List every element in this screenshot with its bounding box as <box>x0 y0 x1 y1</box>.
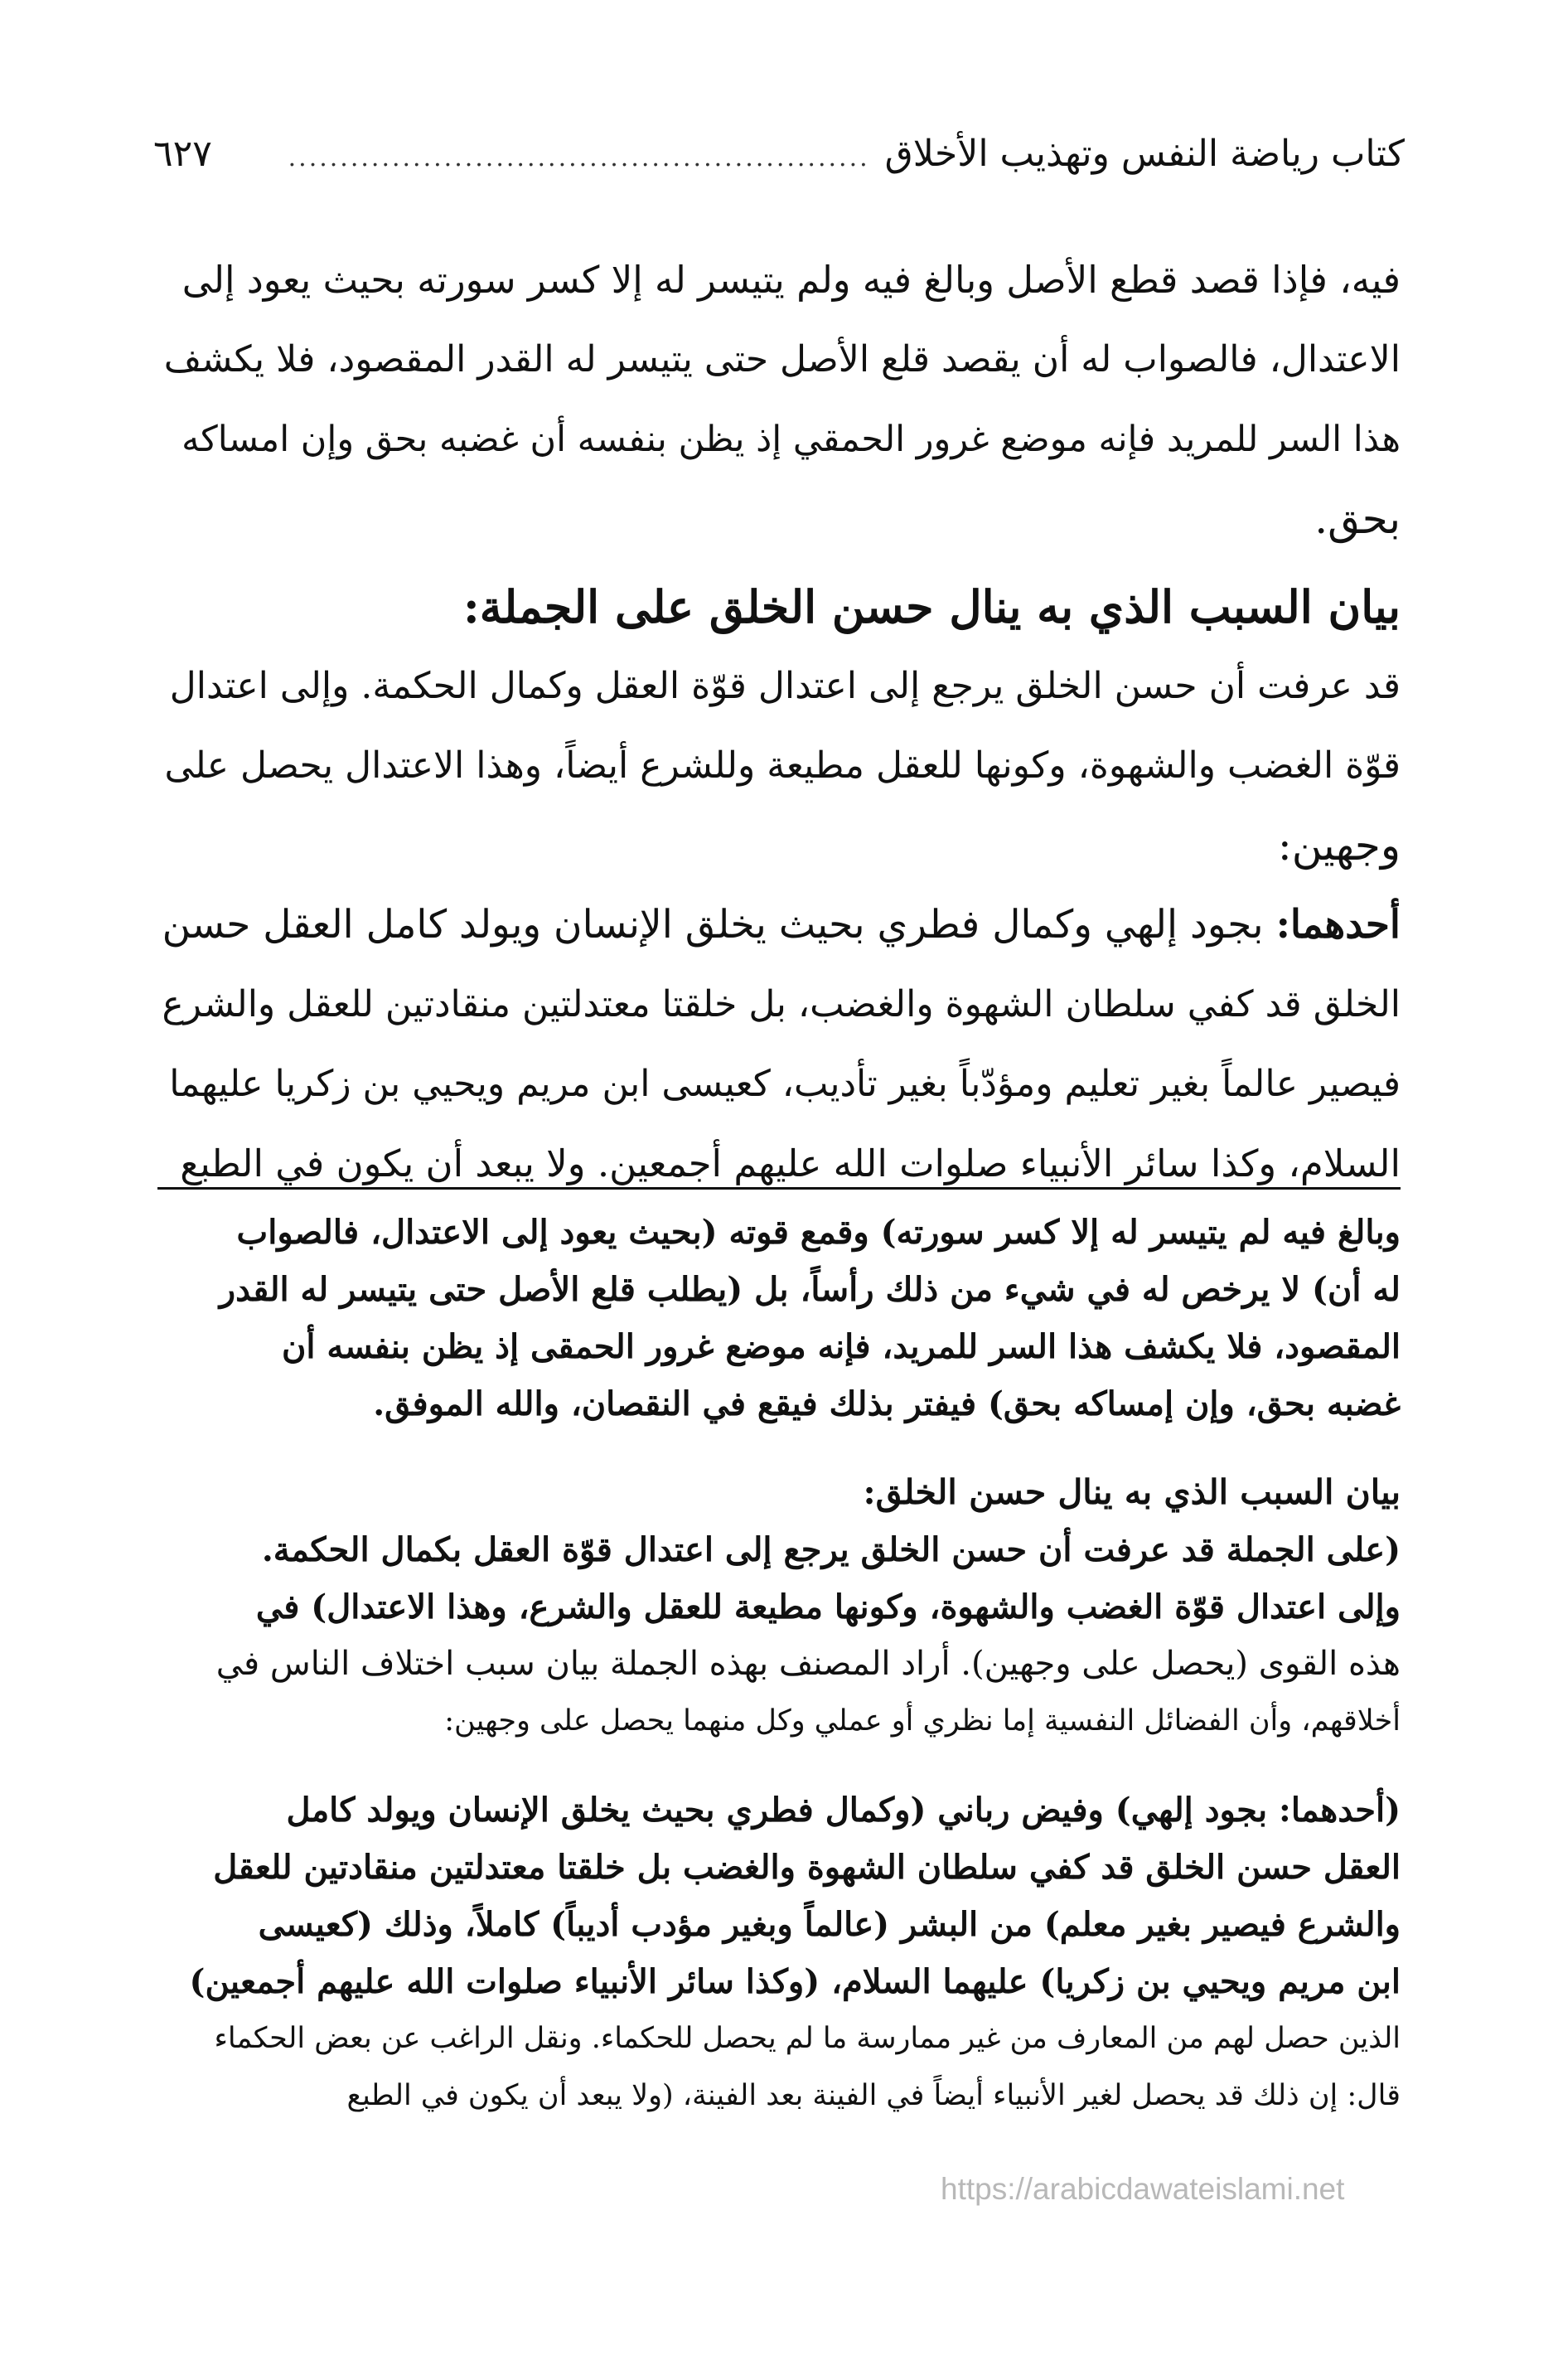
main-line: بحق. <box>1314 495 1401 543</box>
commentary-line: غضبه بحق، وإن إمساكه بحق) فيفتر بذلك فيقع في النقصان، والله الموفق. <box>373 1384 1401 1423</box>
commentary-line: وبالغ فيه لم يتيسر له إلا كسر سورته) وقمع قوته (بحيث يعود إلى الاعتدال، فالصواب <box>236 1213 1401 1252</box>
commentary-line: له أن) لا يرخص له في شيء من ذلك رأساً، بل (يطلب قلع الأصل حتى يتيسر له القدر <box>219 1270 1401 1309</box>
main-line: الاعتدال، فالصواب له أن يقصد قلع الأصل حتى يتيسر له القدر المقصود، فلا يكشف <box>163 338 1401 381</box>
commentary-line: (أحدهما: بجود إلهي) وفيض رباني (وكمال فطري بحيث يخلق الإنسان ويولد كامل <box>286 1791 1401 1830</box>
commentary-line: وإلى اعتدال قوّة الغضب والشهوة، وكونها مطيعة للعقل والشرع، وهذا الاعتدال) في <box>255 1587 1401 1626</box>
commentary-line: المقصود، فلا يكشف هذا السر للمريد، فإنه موضع غرور الحمقى إذ يظن بنفسه أن <box>281 1327 1401 1366</box>
watermark-url: https://arabicdawateislami.net <box>941 2172 1345 2206</box>
lead-word: أحدهما: <box>1275 902 1401 948</box>
commentary-text <box>157 1204 1401 2125</box>
commentary-line: والشرع فيصير بغير معلم) من البشر (عالماً وبغير مؤدب أديباً) كاملاً، وذلك (كعيسى <box>258 1905 1401 1944</box>
main-line: السلام، وكذا سائر الأنبياء صلوات الله عليهم أجمعين. ولا يبعد أن يكون في الطبع <box>180 1142 1401 1185</box>
main-line: وجهين: <box>1277 822 1401 870</box>
main-line: هذا السر للمريد فإنه موضع غرور الحمقي إذ يظن بنفسه أن غضبه بحق وإن امساكه <box>181 419 1401 460</box>
main-line: قد عرفت أن حسن الخلق يرجع إلى اعتدال قوّة العقل وكمال الحكمة. وإلى اعتدال <box>169 665 1401 707</box>
commentary-line: الذين حصل لهم من المعارف من غير ممارسة ما لم يحصل للحكماء. ونقل الراغب عن بعض الحكماء <box>214 2022 1401 2055</box>
commentary-line: أخلاقهم، وأن الفضائل النفسية إما نظري أو عملي وكل منهما يحصل على وجهين: <box>444 1704 1401 1738</box>
main-line: قوّة الغضب والشهوة، وكونها للعقل مطيعة وللشرع أيضاً، وهذا الاعتدال يحصل على <box>164 744 1401 787</box>
main-line: فيصير عالماً بغير تعليم ومؤدّباً بغير تأديب، كعيسى ابن مريم ويحيي بن زكريا عليهما <box>169 1063 1401 1105</box>
commentary-line: قال: إن ذلك قد يحصل لغير الأنبياء أيضاً في الفينة بعد الفينة، (ولا يبعد أن يكون في الطبع <box>346 2079 1401 2112</box>
running-header <box>153 133 1405 191</box>
separator-rule <box>157 1187 1401 1190</box>
header-leader-dots: ........................................................ <box>288 143 870 172</box>
header-title: كتاب رياضة النفس وتهذيب الأخلاق <box>884 133 1405 175</box>
commentary-line: (على الجملة قد عرفت أن حسن الخلق يرجع إلى اعتدال قوّة العقل بكمال الحكمة. <box>261 1530 1401 1569</box>
commentary-line: هذه القوى (يحصل على وجهين). أراد المصنف بهذه الجملة بيان سبب اختلاف الناس في <box>215 1645 1401 1683</box>
commentary-line: ابن مريم ويحيي بن زكريا) عليهما السلام، (وكذا سائر الأنبياء صلوات الله عليهم أجمعين) <box>189 1962 1401 2001</box>
main-line: فيه، فإذا قصد قطع الأصل وبالغ فيه ولم يتيسر له إلا كسر سورته بحيث يعود إلى <box>181 258 1401 302</box>
main-line: الخلق قد كفي سلطان الشهوة والغضب، بل خلقتا معتدلتين منقادتين للعقل والشرع <box>162 983 1401 1025</box>
commentary-line: العقل حسن الخلق قد كفي سلطان الشهوة والغضب بل خلقتا معتدلتين منقادتين للعقل <box>213 1848 1401 1887</box>
lead-line-rest: بجود إلهي وكمال فطري بحيث يخلق الإنسان ويولد كامل العقل حسن <box>162 902 1276 948</box>
main-text <box>157 240 1401 1204</box>
section-heading: بيان السبب الذي به ينال حسن الخلق على الجملة: <box>462 580 1401 633</box>
page-number: ٦٢٧ <box>153 133 212 175</box>
main-line <box>157 885 1401 965</box>
commentary-heading: بيان السبب الذي به ينال حسن الخلق: <box>863 1472 1401 1512</box>
